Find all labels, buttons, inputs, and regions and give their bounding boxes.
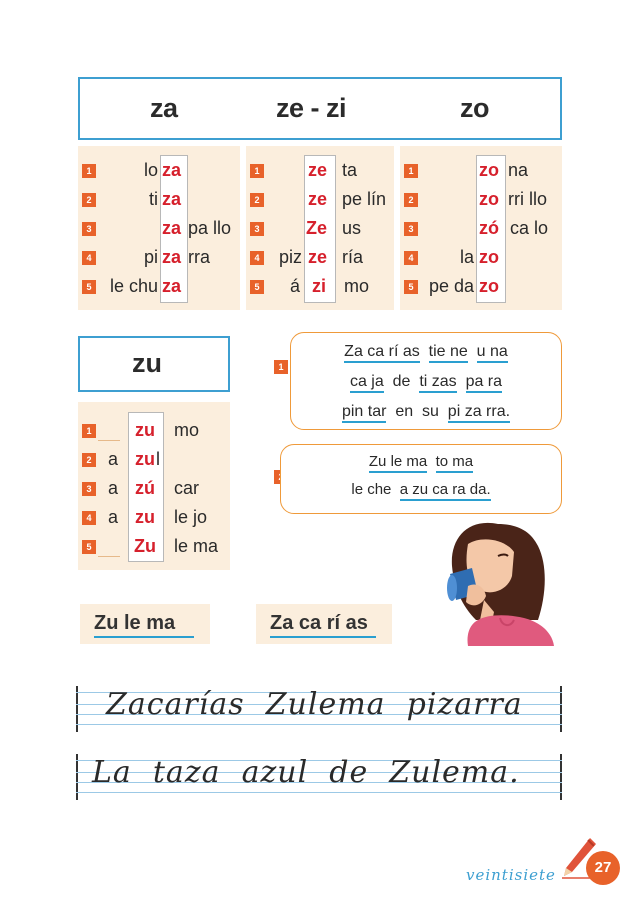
word-prefix: a: [108, 507, 119, 527]
number-badge: 5: [82, 280, 96, 294]
syllable: zo: [479, 160, 499, 180]
page-number: 27: [586, 851, 620, 885]
word-suffix: us: [342, 218, 362, 238]
number-badge: 2: [250, 193, 264, 207]
guide-line: [76, 792, 562, 793]
syllable: ze: [308, 160, 328, 180]
word: ti zas: [419, 373, 456, 393]
cursive-text: La taza azul de Zulema.: [92, 755, 520, 790]
word-prefix: á: [289, 276, 300, 296]
cursive-text: Zacarías Zulema pizarra: [106, 687, 523, 722]
name-underline: [94, 636, 194, 638]
syllable: za: [162, 189, 182, 209]
word: u na: [477, 343, 508, 363]
column-ze-zi: [246, 146, 394, 310]
syllable-header: [78, 77, 562, 140]
word: ca ja: [350, 373, 384, 393]
syllable: zu: [135, 449, 155, 469]
number-badge: 1: [404, 164, 418, 178]
number-badge: 2: [82, 193, 96, 207]
word-prefix: pi: [143, 247, 158, 267]
word-suffix: pe lín: [342, 189, 387, 209]
number-badge: 3: [82, 222, 96, 236]
word-suffix: rra: [188, 247, 210, 267]
word-suffix: le ma: [174, 536, 219, 556]
word-prefix: la: [459, 247, 474, 267]
word: to ma: [436, 453, 474, 473]
sentence-line: [291, 343, 561, 361]
word-suffix: l: [156, 449, 160, 469]
number-badge: 3: [82, 482, 96, 496]
syllable: zo: [479, 247, 499, 267]
word-suffix: car: [174, 478, 200, 498]
number-badge: 1: [250, 164, 264, 178]
handwriting-guide-2: [76, 754, 562, 800]
number-badge: 2: [82, 453, 96, 467]
word-suffix: ta: [342, 160, 358, 180]
word: pi za rra.: [448, 403, 510, 423]
syllable: zo: [479, 276, 499, 296]
syllable: zu: [135, 420, 155, 440]
number-badge: 4: [404, 251, 418, 265]
name-label: Zu le ma: [94, 612, 176, 634]
syllable: zó: [479, 218, 499, 238]
blank-line: [98, 440, 120, 441]
word: a zu ca ra da.: [400, 481, 491, 501]
word-suffix: pa llo: [188, 218, 232, 238]
number-badge: 4: [82, 511, 96, 525]
girl-drinking-illustration: [428, 516, 562, 646]
word-suffix: le jo: [174, 507, 208, 527]
number-badge: 1: [274, 360, 288, 374]
blank-line: [98, 556, 120, 557]
syllable: za: [162, 276, 182, 296]
sentence-line: [291, 373, 561, 391]
name-tag-zulema: [80, 604, 210, 644]
word-suffix: mo: [174, 420, 200, 440]
column-za: [78, 146, 240, 310]
word-prefix: a: [108, 478, 119, 498]
name-tag-zacarias: [256, 604, 392, 644]
sentence-line: [281, 481, 561, 498]
word-prefix: a: [108, 449, 119, 469]
word-suffix: ca lo: [510, 218, 549, 238]
syllable: za: [162, 247, 182, 267]
sentence-bubble-2: [280, 444, 562, 514]
number-badge: 5: [404, 280, 418, 294]
word-prefix: ti: [149, 189, 158, 209]
sentence-line: [281, 453, 561, 470]
word: Za ca rí as: [344, 343, 420, 363]
header-zu: zu: [132, 348, 162, 378]
word-suffix: na: [508, 160, 529, 180]
name-underline: [270, 636, 376, 638]
word-suffix: ría: [342, 247, 364, 267]
number-badge: 4: [250, 251, 264, 265]
sentence-bubble-1: [290, 332, 562, 430]
syllable: zo: [479, 189, 499, 209]
number-badge: 1: [82, 424, 96, 438]
word: tie ne: [429, 343, 468, 363]
syllable: Zu: [134, 536, 156, 556]
number-badge: 5: [82, 540, 96, 554]
number-badge: 4: [82, 251, 96, 265]
number-badge: 2: [404, 193, 418, 207]
column-zo: [400, 146, 562, 310]
syllable: zi: [312, 276, 327, 296]
syllable: ze: [308, 189, 328, 209]
number-badge: 1: [82, 164, 96, 178]
header-zo: zo: [460, 93, 489, 123]
word: le che: [351, 481, 392, 498]
guide-line: [76, 724, 562, 725]
header-ze-zi: ze - zi: [276, 93, 347, 123]
word-prefix: pe da: [428, 276, 474, 296]
name-label: Za ca rí as: [270, 612, 368, 634]
sentence-line: [291, 403, 561, 421]
number-badge: 3: [250, 222, 264, 236]
word-suffix: rri llo: [508, 189, 547, 209]
word: pin tar: [342, 403, 386, 423]
syllable: ze: [308, 247, 328, 267]
word-prefix: le chu: [109, 276, 158, 296]
word: pa ra: [466, 373, 502, 393]
word: su: [422, 403, 439, 420]
handwriting-guide-1: [76, 686, 562, 732]
word: de: [392, 373, 411, 390]
syllable: Ze: [306, 218, 328, 238]
number-badge: 5: [250, 280, 264, 294]
header-za: za: [150, 93, 178, 123]
word-suffix: mo: [344, 276, 370, 296]
word-prefix: lo: [143, 160, 158, 180]
number-badge: 3: [404, 222, 418, 236]
page-word: veintisiete: [466, 866, 556, 884]
syllable: zú: [135, 478, 155, 498]
syllable: za: [162, 160, 182, 180]
word: en: [395, 403, 414, 420]
word-prefix: piz: [278, 247, 302, 267]
zu-header: [78, 336, 230, 392]
syllable: zu: [135, 507, 155, 527]
syllable: za: [162, 218, 182, 238]
column-zu: [78, 402, 230, 570]
word: Zu le ma: [369, 453, 427, 473]
